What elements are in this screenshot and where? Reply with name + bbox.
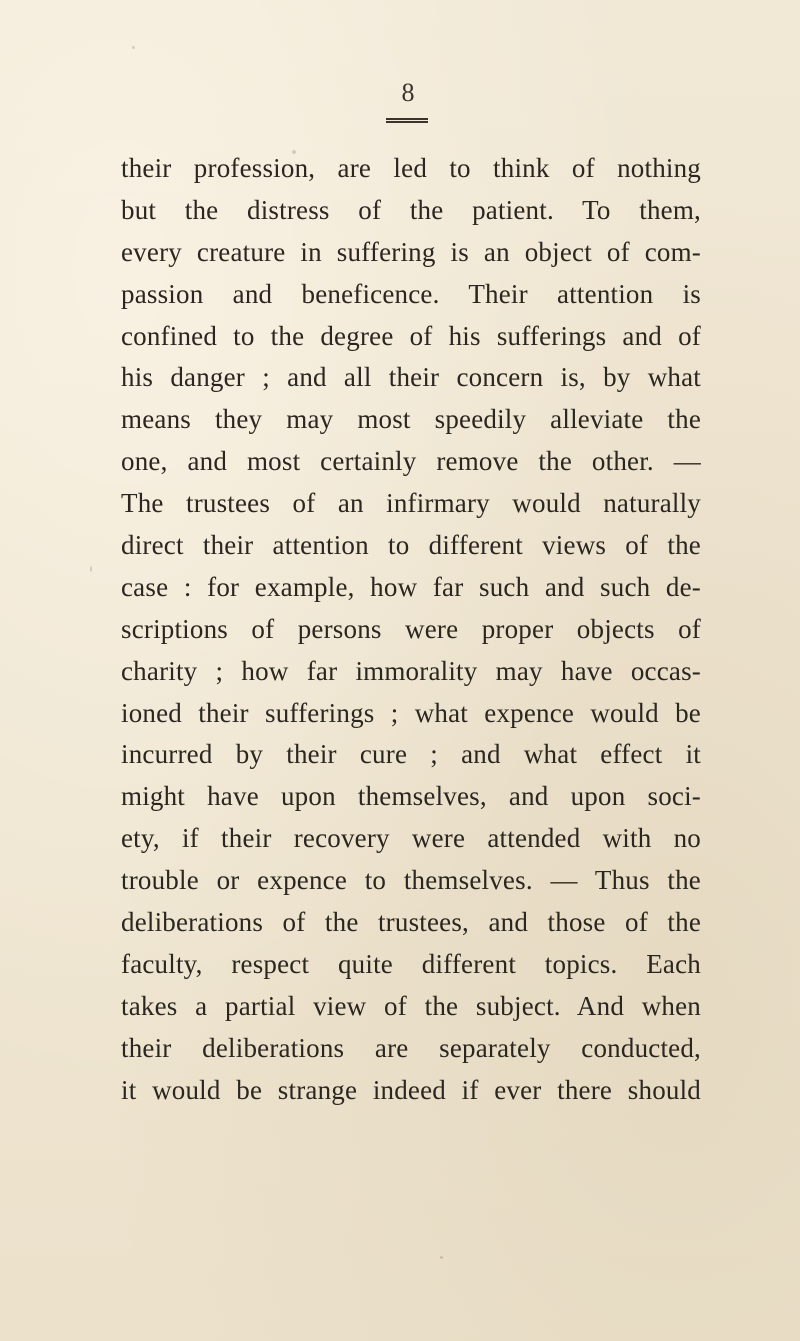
text-line: confined to the degree of his sufferings and of (121, 320, 701, 351)
text-line: trouble or expence to themselves. — Thus the (121, 865, 701, 896)
text-line: every creature in suffering is an object of com- (121, 236, 701, 267)
text-line: deliberations of the trustees, and those of the (121, 907, 701, 938)
header-rule (386, 118, 428, 123)
paper-speck (292, 150, 296, 154)
text-line: one, and most certainly remove the other. — (121, 446, 701, 477)
text-line: ety, if their recovery were attended with no (121, 823, 701, 854)
text-line: case : for example, how far such and such de- (121, 571, 701, 602)
text-line: direct their attention to different views of the (121, 530, 701, 561)
text-line: incurred by their cure ; and what effect it (121, 739, 701, 770)
text-line: takes a partial view of the subject. And when (121, 990, 701, 1021)
page-number: 8 (401, 78, 415, 107)
paper-speck (686, 258, 689, 261)
text-line: charity ; how far immorality may have occas- (121, 655, 701, 686)
body-text (121, 148, 701, 1111)
text-line: scriptions of persons were proper objects of (121, 613, 701, 644)
paper-speck (440, 1256, 443, 1259)
paper-speck (90, 566, 92, 572)
text-line: faculty, respect quite different topics. Each (121, 948, 701, 979)
text-line: might have upon themselves, and upon soci- (121, 781, 701, 812)
paper-speck (132, 46, 135, 49)
text-line: his danger ; and all their concern is, by what (121, 362, 701, 393)
text-line: but the distress of the patient. To them, (121, 194, 701, 225)
text-line: means they may most speedily alleviate the (121, 404, 701, 435)
text-line: The trustees of an infirmary would naturally (121, 488, 701, 519)
text-line: their profession, are led to think of nothing (121, 153, 701, 183)
text-line: it would be strange indeed if ever there should (121, 1074, 701, 1105)
text-line: ioned their sufferings ; what expence would be (121, 697, 701, 728)
text-line: passion and beneficence. Their attention is (121, 278, 701, 309)
text-line: their deliberations are separately conducted, (121, 1032, 701, 1063)
